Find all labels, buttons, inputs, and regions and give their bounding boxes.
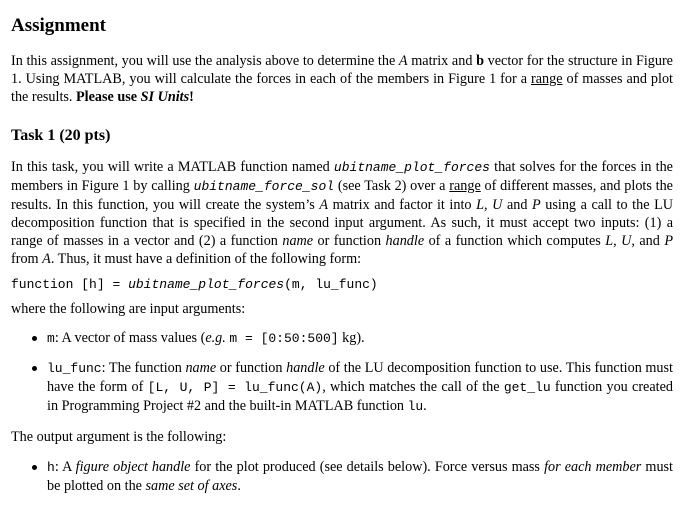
input-args: (m, lu_func)	[284, 277, 378, 292]
section-heading: Assignment	[11, 15, 107, 36]
bullet-icon	[32, 465, 37, 470]
list-item	[11, 359, 673, 416]
inputs-lead: where the following are input arguments:	[11, 301, 246, 317]
task-text: ,	[483, 197, 493, 213]
emphasis-handle: handle	[385, 233, 425, 249]
task-heading: Task 1 (20 pts)	[11, 127, 111, 144]
symbol-l: L	[476, 197, 484, 213]
task-text: that solves for the forces in the members in Figure 1 by calling	[11, 159, 673, 194]
task-text: using a call to the LU decomposition function that is specified in the second input argument. As such, it must accept two inputs: (1) a range of masses in a vector and (2) a function	[11, 197, 673, 249]
arg-text: : A vector of mass values (	[54, 330, 206, 346]
bullet-icon	[32, 336, 37, 341]
range-underlined: range	[530, 71, 563, 87]
range-underlined: range	[449, 178, 481, 194]
task-text: from	[11, 251, 43, 267]
symbol-p: P	[532, 197, 541, 213]
emphasis-figure-handle: figure object handle	[75, 459, 191, 475]
intro-text: vector for the structure in Figure 1. Using MATLAB, you will calculate the forces in each of the members in Figure 1 for a	[11, 53, 673, 87]
task-text: matrix and factor it into	[328, 197, 477, 213]
arg-text: .	[423, 398, 427, 414]
task-text: of a function which computes	[424, 233, 606, 249]
symbol-l: L	[605, 233, 614, 249]
example-code: m = [0:50:500]	[229, 331, 339, 346]
solver-function-name: ubitname_force_sol	[193, 179, 335, 194]
symbol-p: P	[664, 233, 673, 249]
arg-text: must be plotted on the	[47, 459, 674, 494]
intro-text: matrix and	[407, 53, 477, 69]
arg-name: h	[47, 460, 55, 475]
si-units: SI Units	[140, 89, 190, 105]
lu-code: lu	[407, 399, 424, 414]
units-note: Please use	[76, 89, 141, 105]
arg-text: kg).	[338, 330, 365, 346]
function-name: ubitname_plot_forces	[333, 160, 490, 175]
matrix-symbol: A	[319, 197, 329, 213]
arg-text: or function	[216, 360, 287, 376]
function-name: ubitname_plot_forces	[128, 277, 285, 292]
arg-text: : The function	[101, 360, 186, 376]
intro-paragraph	[11, 52, 673, 106]
vector-symbol: b	[476, 53, 484, 69]
arg-text: : A	[54, 459, 76, 475]
task-text: . Thus, it must have a definition of the following form:	[50, 251, 362, 267]
function-definition	[11, 276, 673, 294]
arg-text: of the LU decomposition function to use. This function must have the form of	[47, 360, 673, 395]
form-code: [L, U, P] = lu_func(A)	[147, 380, 323, 395]
symbol-u: U	[621, 233, 632, 249]
emphasis-name: name	[185, 360, 217, 376]
arg-text: function you created in Programming Project #2 and the built-in MATLAB function	[47, 379, 673, 414]
arg-text: , which matches the call of the	[322, 379, 504, 395]
inputs-list	[11, 329, 673, 416]
arg-name: lu_func	[47, 361, 102, 376]
emphasis-each-member: for each member	[544, 459, 642, 475]
equals-sign: =	[112, 277, 121, 292]
output-args: [h]	[81, 277, 105, 292]
outputs-lead: The output argument is the following:	[11, 429, 227, 445]
keyword-function: function	[11, 277, 74, 292]
eg-italic: e.g.	[205, 330, 226, 346]
task-text: (see Task 2) over a	[334, 178, 450, 194]
task-text: and	[502, 197, 533, 213]
arg-text: for the plot produced (see details below). Force versus mass	[190, 459, 545, 475]
bullet-icon	[32, 366, 37, 371]
outputs-list	[11, 458, 673, 495]
arg-text: .	[237, 478, 241, 494]
intro-text: In this assignment, you will use the analysis above to determine the	[11, 53, 399, 69]
intro-text: of masses and plot the results.	[11, 71, 673, 105]
task-text: , and	[631, 233, 665, 249]
symbol-u: U	[492, 197, 503, 213]
task-paragraph	[11, 158, 673, 268]
task-text: In this task, you will write a MATLAB function named	[11, 159, 334, 175]
arg-name: m	[47, 331, 55, 346]
task-text: ,	[613, 233, 622, 249]
task-text: of different masses, and plots the results. In this function, you will create the system’s	[11, 178, 673, 213]
emphasis-same-axes: same set of axes	[145, 478, 238, 494]
list-item	[11, 329, 673, 348]
emphasis-name: name	[282, 233, 314, 249]
matrix-symbol: A	[398, 53, 408, 69]
task-text: or function	[313, 233, 386, 249]
getlu-code: get_lu	[503, 380, 551, 395]
list-item	[11, 458, 673, 495]
emphasis-handle: handle	[286, 360, 325, 376]
units-note-end: !	[189, 89, 194, 105]
matrix-symbol: A	[42, 251, 51, 267]
